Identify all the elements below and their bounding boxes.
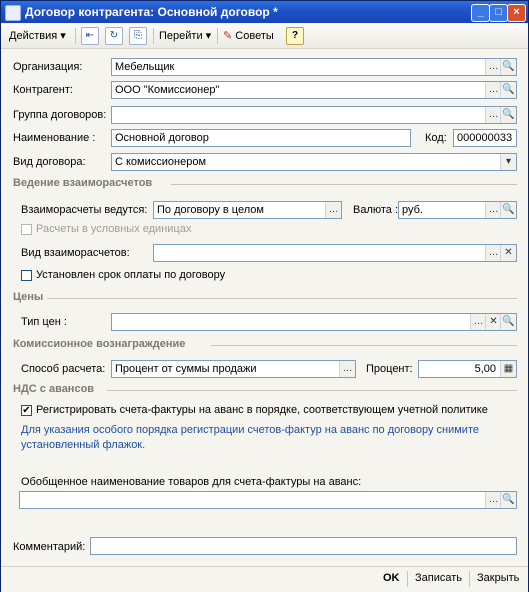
maximize-button[interactable]: □ [489,4,508,22]
counterparty-field[interactable] [111,81,517,99]
ok-button[interactable]: OK [383,572,400,584]
code-label: Код: [425,132,447,144]
type-label: Вид договора: [13,156,86,168]
settlements-by-value: По договору в целом [157,204,264,216]
document-icon [5,5,21,21]
copy-doc-icon[interactable]: ⎘ [129,27,147,45]
dropdown-arrow-icon: ▾ [60,30,66,42]
commission-section-title: Комиссионное вознаграждение [13,338,186,350]
select-button[interactable]: … [485,202,501,218]
footer-separator [469,571,470,587]
tips-label: Советы [235,30,274,42]
vat-info-line2: установленный флажок. [21,439,146,451]
name-value: Основной договор [115,132,209,144]
group-field[interactable] [111,106,517,124]
select-button[interactable]: … [485,245,501,261]
settlements-by-field[interactable] [153,201,342,219]
settlement-kind-label: Вид взаиморасчетов: [21,247,130,259]
title-bar [1,1,528,23]
save-button[interactable]: Записать [415,572,463,584]
select-button[interactable]: … [325,202,341,218]
price-type-label: Тип цен : [21,316,67,328]
select-button[interactable]: … [485,107,501,123]
settlements-section-title: Ведение взаиморасчетов [13,177,153,189]
price-type-field[interactable] [111,313,517,331]
select-button[interactable]: … [485,492,501,508]
footer [1,566,528,592]
calculator-icon[interactable]: ▦ [500,361,516,377]
group-label: Группа договоров: [13,109,107,121]
toolbar-separator [153,28,154,44]
goto-label: Перейти [159,30,203,42]
counterparty-value: ООО "Комиссионер" [115,84,220,96]
open-search-icon[interactable]: 🔍 [500,202,516,218]
select-button[interactable]: … [485,59,501,75]
section-divider [171,184,517,185]
register-invoices-checkbox[interactable]: ✔ [22,405,31,416]
select-button[interactable]: … [339,361,355,377]
section-divider [47,298,517,299]
actions-menu-button[interactable] [9,28,66,44]
open-search-icon[interactable]: 🔍 [500,107,516,123]
type-value: С комиссионером [115,156,207,168]
name-label: Наименование : [13,132,96,144]
tips-button[interactable] [223,28,274,44]
minimize-button[interactable]: _ [471,4,490,22]
refresh-doc-icon[interactable]: ↻ [105,27,123,45]
name-field[interactable] [111,129,411,147]
conventional-units-label: Расчеты в условных единицах [36,223,192,235]
toolbar-separator [75,28,76,44]
open-search-icon[interactable]: 🔍 [500,59,516,75]
percent-value: 5,00 [474,363,496,375]
org-field[interactable] [111,58,517,76]
toolbar-separator [217,28,218,44]
select-button[interactable]: … [485,82,501,98]
open-search-icon[interactable]: 🔍 [500,82,516,98]
clear-icon[interactable]: ✕ [485,314,501,330]
vat-section-title: НДС с авансов [13,383,95,395]
settlements-by-label: Взаиморасчеты ведутся: [21,204,148,216]
close-window-button[interactable]: × [507,4,526,22]
conventional-units-checkbox[interactable] [21,224,32,235]
chevron-down-icon[interactable]: ▾ [500,154,516,170]
close-button[interactable]: Закрыть [477,572,520,584]
actions-label: Действия [9,30,58,42]
back-arrow-icon[interactable]: ⇤ [81,27,99,45]
section-divider [107,390,517,391]
tips-icon: ✎ [223,30,233,42]
dropdown-arrow-icon: ▾ [205,30,212,42]
calc-method-label: Способ расчета: [21,363,106,375]
toolbar [1,24,528,49]
vat-info-line1: Для указания особого порядка регистрации счетов-фактур на аванс по договору снимите [21,424,479,436]
select-button[interactable]: … [470,314,486,330]
code-value: 000000033 [457,132,513,144]
goto-menu-button[interactable] [159,28,211,44]
section-divider [211,345,517,346]
currency-label: Валюта : [353,204,399,216]
org-label: Организация: [13,61,83,73]
org-value: Мебельщик [115,61,175,73]
currency-value: руб. [402,204,423,216]
help-button[interactable]: ? [286,27,304,45]
window-title: Договор контрагента: Основной договор * [25,5,278,19]
clear-icon[interactable]: ✕ [500,245,516,261]
percent-label: Процент: [366,363,413,375]
settlement-kind-field[interactable] [153,244,517,262]
prices-section-title: Цены [13,291,44,303]
comment-field[interactable] [90,537,517,555]
payment-term-checkbox[interactable] [21,270,32,281]
register-invoices-label: Регистрировать счета-фактуры на аванс в порядке, соответствующем учетной политике [36,404,488,416]
payment-term-label: Установлен срок оплаты по договору [36,269,226,281]
footer-separator [407,571,408,587]
contract-type-select[interactable] [111,153,517,171]
open-search-icon[interactable]: 🔍 [500,492,516,508]
percent-field[interactable] [418,360,517,378]
currency-field[interactable] [398,201,517,219]
comment-label: Комментарий: [13,541,86,553]
goods-name-label: Обобщенное наименование товаров для счета-фактуры на аванс: [21,476,362,488]
goods-name-field[interactable] [19,491,517,509]
code-field[interactable] [453,129,517,147]
counterparty-label: Контрагент: [13,84,73,96]
open-search-icon[interactable]: 🔍 [500,314,516,330]
calc-method-field[interactable] [111,360,356,378]
calc-method-value: Процент от суммы продажи [115,363,257,375]
